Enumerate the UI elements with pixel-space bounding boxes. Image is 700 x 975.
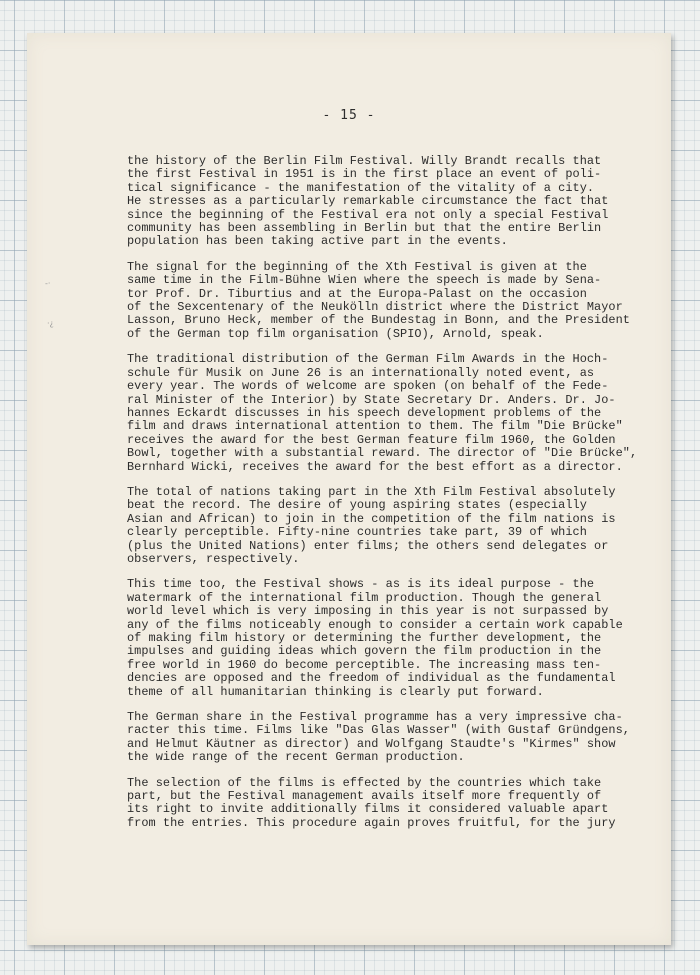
- document-body: [127, 155, 687, 842]
- text-line: schule für Musik on June 26 is an internationally noted event, as: [127, 365, 595, 380]
- text-line: any of the films noticeably enough to consider a certain work capable: [127, 617, 623, 632]
- text-line: The signal for the beginning of the Xth Festival is given at the: [127, 259, 587, 274]
- text-line: since the beginning of the Festival era not only a special Festival: [127, 207, 609, 222]
- text-line: tical significance - the manifestation of the vitality of a city.: [127, 180, 595, 195]
- text-line: impulses and guiding ideas which govern the film production in the: [127, 644, 602, 659]
- text-line: dencies are opposed and the freedom of individual as the fundamental: [127, 671, 616, 686]
- text-line: from the entries. This procedure again proves fruitful, for the jury: [127, 815, 616, 830]
- text-line: the history of the Berlin Film Festival. Willy Brandt recalls that: [127, 154, 602, 168]
- paragraph: [127, 711, 687, 765]
- text-line: population has been taking active part in the events.: [127, 234, 508, 249]
- text-line: same time in the Film-Bühne Wien where the speech is made by Sena-: [127, 273, 602, 288]
- text-line: racter this time. Films like "Das Glas Wasser" (with Gustaf Gründgens,: [127, 723, 630, 738]
- text-line: observers, respectively.: [127, 551, 300, 566]
- text-line: Asian and African) to join in the competition of the film nations is: [127, 511, 616, 526]
- margin-pencil-mark: ·¿: [47, 319, 54, 328]
- text-line: receives the award for the best German feature film 1960, the Golden: [127, 432, 616, 447]
- text-line: community has been assembling in Berlin but that the entire Berlin: [127, 221, 602, 236]
- margin-pencil-mark: -·: [45, 279, 51, 288]
- text-line: film and draws international attention to them. The film "Die Brücke": [127, 419, 623, 434]
- text-line: of making film history or determining the further development, the: [127, 631, 602, 645]
- text-line: Bowl, together with a substantial reward. The director of "Die Brücke",: [127, 446, 638, 461]
- text-line: The selection of the films is effected by the countries which take: [127, 775, 602, 790]
- text-line: its right to invite additionally films it considered valuable apart: [127, 802, 609, 817]
- text-line: theme of all humanitarian thinking is clearly put forward.: [127, 684, 544, 699]
- text-line: The traditional distribution of the German Film Awards in the Hoch-: [127, 352, 609, 367]
- document-page: [27, 33, 671, 945]
- text-line: (plus the United Nations) enter films; the others send delegates or: [127, 538, 609, 553]
- text-line: the wide range of the recent German production.: [127, 750, 465, 765]
- text-line: free world in 1960 do become perceptible. The increasing mass ten-: [127, 657, 602, 672]
- text-line: and Helmut Käutner as director) and Wolfgang Staudte's "Kirmes" show: [127, 736, 616, 751]
- paragraph: [127, 353, 687, 474]
- paragraph: [127, 486, 687, 566]
- text-line: part, but the Festival management avails itself more frequently of: [127, 789, 602, 804]
- text-line: every year. The words of welcome are spoken (on behalf of the Fede-: [127, 379, 609, 394]
- text-line: of the German top film organisation (SPIO), Arnold, speak.: [127, 326, 544, 341]
- text-line: He stresses as a particularly remarkable circumstance the fact that: [127, 194, 609, 209]
- text-line: clearly perceptible. Fifty-nine countries take part, 39 of which: [127, 525, 587, 540]
- text-line: of the Sexcentenary of the Neukölln district where the District Mayor: [127, 300, 623, 315]
- text-line: watermark of the international film production. Though the general: [127, 590, 602, 605]
- paragraph: [127, 261, 687, 341]
- text-line: the first Festival in 1951 is in the first place an event of poli-: [127, 167, 602, 182]
- text-line: hannes Eckardt discusses in his speech development problems of the: [127, 405, 602, 420]
- text-line: The total of nations taking part in the Xth Film Festival absolutely: [127, 484, 616, 499]
- text-line: This time too, the Festival shows - as is its ideal purpose - the: [127, 577, 595, 592]
- text-line: The German share in the Festival programme has a very impressive cha-: [127, 710, 623, 725]
- text-line: Lasson, Bruno Heck, member of the Bundestag in Bonn, and the President: [127, 313, 630, 328]
- text-line: Bernhard Wicki, receives the award for the best effort as a director.: [127, 459, 623, 474]
- paragraph: [127, 155, 687, 249]
- text-line: world level which is very imposing in this year is not surpassed by: [127, 604, 609, 619]
- text-line: beat the record. The desire of young aspiring states (especially: [127, 498, 587, 513]
- page-number: - 15 -: [322, 108, 376, 123]
- paragraph: [127, 777, 687, 831]
- paragraph: [127, 578, 687, 699]
- text-line: ral Minister of the Interior) by State Secretary Dr. Anders. Dr. Jo-: [127, 392, 616, 407]
- text-line: tor Prof. Dr. Tiburtius and at the Europa-Palast on the occasion: [127, 286, 587, 301]
